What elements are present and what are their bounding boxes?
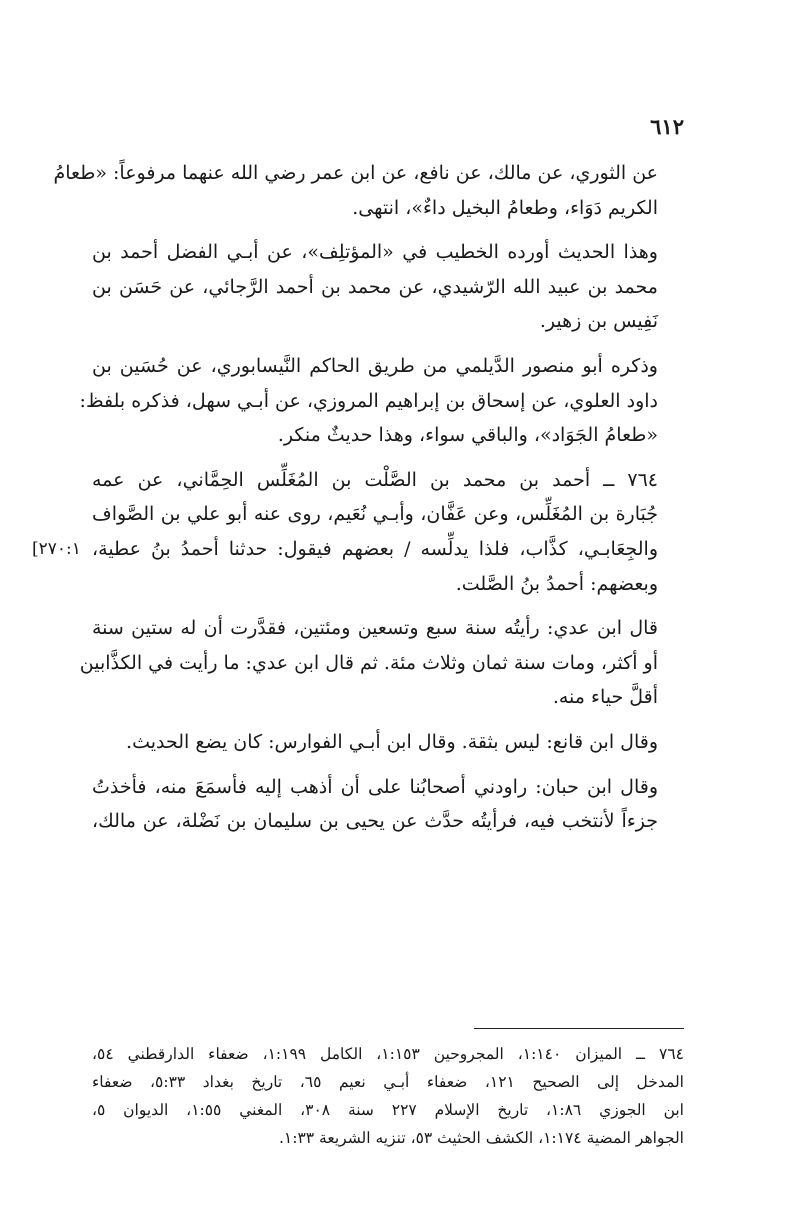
main-text: [32, 156, 684, 849]
text-line: جزءاً لأنتخب فيه، فرأيتُه حدَّث عن يحيى بن سليمان بن نَضْلة، عن مالك،: [92, 810, 658, 833]
text-line: داود العلوي، عن إسحاق بن إبراهيم المروزي، عن أبـي سهل، فذكره بلفظ:: [79, 389, 658, 412]
entry-764: [32, 463, 684, 601]
footnote-line: المدخل إلى الصحيح ١٢١، ضعفاء أبـي نعيم ٦٥، تاريخ بغداد ٥:٣٣، ضعفاء: [92, 1073, 684, 1091]
margin-reference: [٢٧٠:١: [32, 538, 81, 559]
paragraph-7: [92, 770, 684, 839]
paragraph-1: [53, 156, 684, 225]
paragraph-6: [92, 725, 684, 760]
text-line: جُبَارة بن المُغَلِّس، وعن عَفَّان، وأبـي نُعَيم، روى عنه أبو علي بن الصَّواف: [92, 503, 658, 526]
footnote-line: ابن الجوزي ١:٨٦، تاريخ الإسلام ٢٢٧ سنة ٣٠٨، المغني ١:٥٥، الديوان ٥،: [92, 1101, 684, 1119]
text-line: وذكره أبو منصور الدَّيلمي من طريق الحاكم النَّيسابوري، عن حُسَين بن: [92, 354, 658, 377]
paragraph-3: [79, 349, 684, 453]
paragraph-2: [92, 235, 684, 339]
text-line: نَفِيس بن زهير.: [539, 310, 658, 333]
text-line: وهذا الحديث أورده الخطيب في «المؤتلِف»، عن أبـي الفضل أحمد بن: [92, 241, 658, 264]
paragraph-5: [79, 611, 684, 715]
text-line: محمد بن عبيد الله الرّشيدي، عن محمد بن أحمد الرَّجائي، عن حَسَن بن: [92, 275, 658, 298]
text-line: الكريم دَوَاء، وطعامُ البخيل داءٌ»، انتهى.: [352, 196, 658, 219]
text-line: ٧٦٤ ــ أحمد بن محمد بن الصَّلْت بن المُغَلِّس الحِمَّاني، عن عمه: [92, 468, 658, 491]
text-line: وقال ابن حبان: راودني أصحابُنا على أن أذهب إليه فأسمَعَ منه، فأخذتُ: [92, 775, 658, 798]
text-line: «طعامُ الجَوَاد»، والباقي سواء، وهذا حديثٌ منكر.: [277, 424, 658, 447]
text-line-with-margin-ref: [32, 532, 684, 567]
footnote-line: الجواهر المضية ١:١٧٤، الكشف الحثيث ٥٣، تنزيه الشريعة ١:٣٣.: [278, 1129, 684, 1147]
footnote-divider: [474, 1028, 684, 1029]
text-line: وقال ابن قانع: ليس بثقة. وقال ابن أبـي الفوارس: كان يضع الحديث.: [126, 730, 658, 753]
text-line: عن الثوري، عن مالك، عن نافع، عن ابن عمر رضي الله عنهما مرفوعاً: «طعامُ: [53, 162, 658, 184]
book-page: [32, 112, 684, 1172]
text-line: قال ابن عدي: رأيتُه سنة سبع وتسعين ومئتين، فقدَّرت أن له ستين سنة: [92, 617, 658, 640]
footnote-line: ٧٦٤ ــ الميزان ١:١٤٠، المجروحين ١:١٥٣، الكامل ١:١٩٩، ضعفاء الدارقطني ٥٤،: [92, 1045, 684, 1063]
text-line: والجِعَابـي، كذَّاب، فلذا يدلِّسه / بعضهم فيقول: حدثنا أحمدُ بنُ عطية،: [92, 537, 658, 560]
footnote: [92, 1040, 684, 1152]
text-line: أقلَّ حياء منه.: [552, 686, 658, 709]
text-line: وبعضهم: أحمدُ بنُ الصَّلت.: [455, 572, 658, 595]
page-number: ٦١٢: [650, 114, 684, 139]
text-line: أو أكثر، ومات سنة ثمان وثلاث مئة. ثم قال ابن عدي: ما رأيت في الكذَّابين: [79, 651, 658, 674]
